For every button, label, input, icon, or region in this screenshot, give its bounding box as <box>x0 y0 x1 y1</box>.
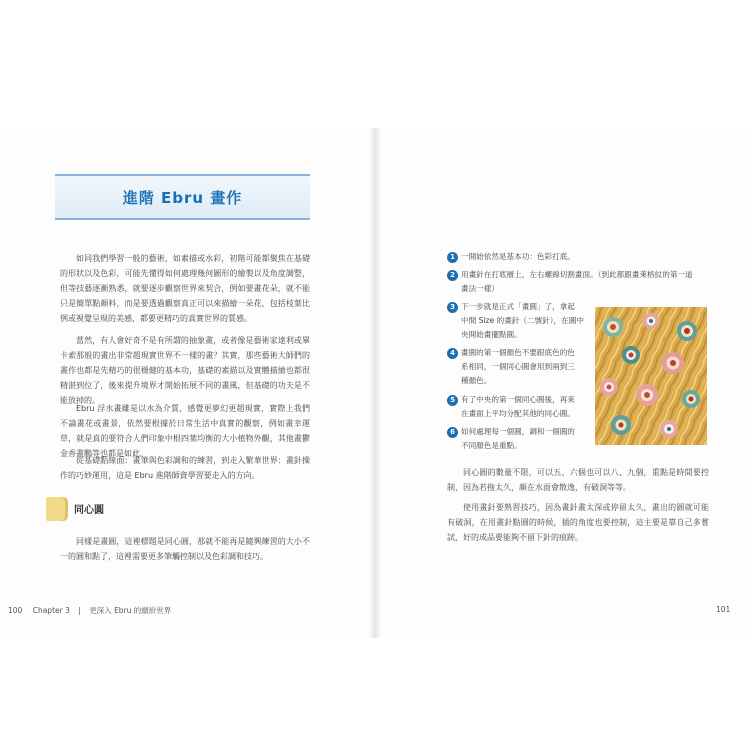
sub-paragraph: 同樣是畫圓，這裡標題是同心圓，那就不能再是隨興練習的大小不一的圓和點了，這裡需要更多筆觸控制以及色彩調和技巧。 <box>60 537 310 561</box>
step-number: 1 <box>447 252 458 263</box>
subheading <box>46 497 136 521</box>
step-number: 4 <box>447 348 458 359</box>
step-text: 畫法一樣） <box>461 284 499 293</box>
step-5 <box>447 393 592 421</box>
page-title-banner <box>55 174 310 220</box>
right-footer <box>716 605 730 614</box>
step-text: 如何處理每一個圓，調和一個圓的 <box>461 427 575 436</box>
step-number: 2 <box>447 270 458 281</box>
left-page-number: 100 <box>8 606 23 615</box>
step-text: 系相同，一個同心圓會用到兩到三 <box>461 362 575 371</box>
step-text: 在畫面上平均分配其他的同心圓。 <box>461 409 575 418</box>
step-text: 不同顏色是重點。 <box>461 441 522 450</box>
step-3 <box>447 300 592 342</box>
body-paragraph-3: Ebru 浮水畫雖是以水為介質，感覺更夢幻更超現實，實際上我們不論畫花或畫景，依然要根據於日常生活中真實的觀察，例如畫幸運草，就是真的要符合人們印象中根四葉均衡的大小植物外觀，其他畫鬱金香畫鵬等也都是如此。 <box>60 404 310 458</box>
right-paragraph-2: 使用畫針要熟習技巧，因為畫針畫太深或停留太久，畫出的圓就可能有破洞，在用畫針點圓的時候，插的角度也要控制，這主要是靠自己多嘗試，好的成品要能夠不留下針的痕跡。 <box>447 503 709 542</box>
step-6 <box>447 425 592 453</box>
step-text: 有了中央的第一個同心圓後，再來 <box>461 395 575 404</box>
book-icon <box>46 497 68 521</box>
step-number: 3 <box>447 302 458 313</box>
chapter-label: Chapter 3 <box>32 606 70 615</box>
artwork-illustration <box>595 307 707 445</box>
step-text: 種顏色。 <box>461 376 492 385</box>
subheading-label: 同心圓 <box>74 505 104 516</box>
step-text: 畫圓的第一個顏色不要跟底色的色 <box>461 348 575 357</box>
footer-separator: | <box>78 606 81 615</box>
step-number: 5 <box>447 395 458 406</box>
body-paragraph-1: 如同我們學習一般的藝術，如素描或水彩，初階可能都聚焦在基礎的形狀以及色彩，可能先懂得如何處理幾何圖形的繪製以及角度調整，但等技藝逐漸熟悉，就要逐步觀察世界來契合，例如要畫花朵，就不能只是簡單點顏料，而是要透過觀察真正可以來描繪一朵花，包括枝葉比例或視覺呈現的美感，都要更精巧的真實世界的質感。 <box>60 254 310 323</box>
left-footer <box>8 605 171 616</box>
page-title: 進階 Ebru 畫作 <box>122 188 243 207</box>
right-paragraph-1: 同心圓的數量不限，可以五、六個也可以八、九個，重點是時間要控制，因為若拖太久，顏在水面會散逸，有破洞等等。 <box>447 468 709 492</box>
step-2 <box>447 268 717 296</box>
right-page-number: 101 <box>716 605 731 614</box>
step-number: 6 <box>447 427 458 438</box>
ebru-concentric-circles-artwork <box>595 307 707 445</box>
step-4 <box>447 346 592 388</box>
step-text: 用畫針在打底層上，左右螺線切割畫面。（到此都跟畫萊格紋的第一道 <box>461 270 693 279</box>
body-paragraph-2: 當然，有人會好奇不是有所謂的抽象畫，或者像是藝術家達利或畢卡索那般的畫出非常超現實世界不一樣的畫？其實，那些藝術大師們的畫作也都是先精巧的很穩健的基本功，基礎的素描以及實體描繪也都很精湛到位了，後來提升境界才開始拓展不同的畫風，但基礎的功夫是不能放掉的。 <box>60 336 310 405</box>
body-paragraph-4: 從基礎點線面：畫筆與色彩調和的練習，到走入繁華世界：畫針操作的巧妙運用，這是 Ebru 進階師資學習要走入的方向。 <box>60 456 310 480</box>
step-text: 下一步就是正式「畫圓」了，拿起 <box>461 302 575 311</box>
step-text: 一開始依然是基本功：色彩打底。 <box>461 252 575 261</box>
step-text: 央開始畫擺點圓。 <box>461 330 522 339</box>
step-text: 中間 Size 的畫針（二號針），在圖中 <box>461 316 584 325</box>
chapter-title: 更深入 Ebru 的繽紛世界 <box>89 606 172 615</box>
step-1 <box>447 250 717 264</box>
book-gutter <box>368 128 382 638</box>
